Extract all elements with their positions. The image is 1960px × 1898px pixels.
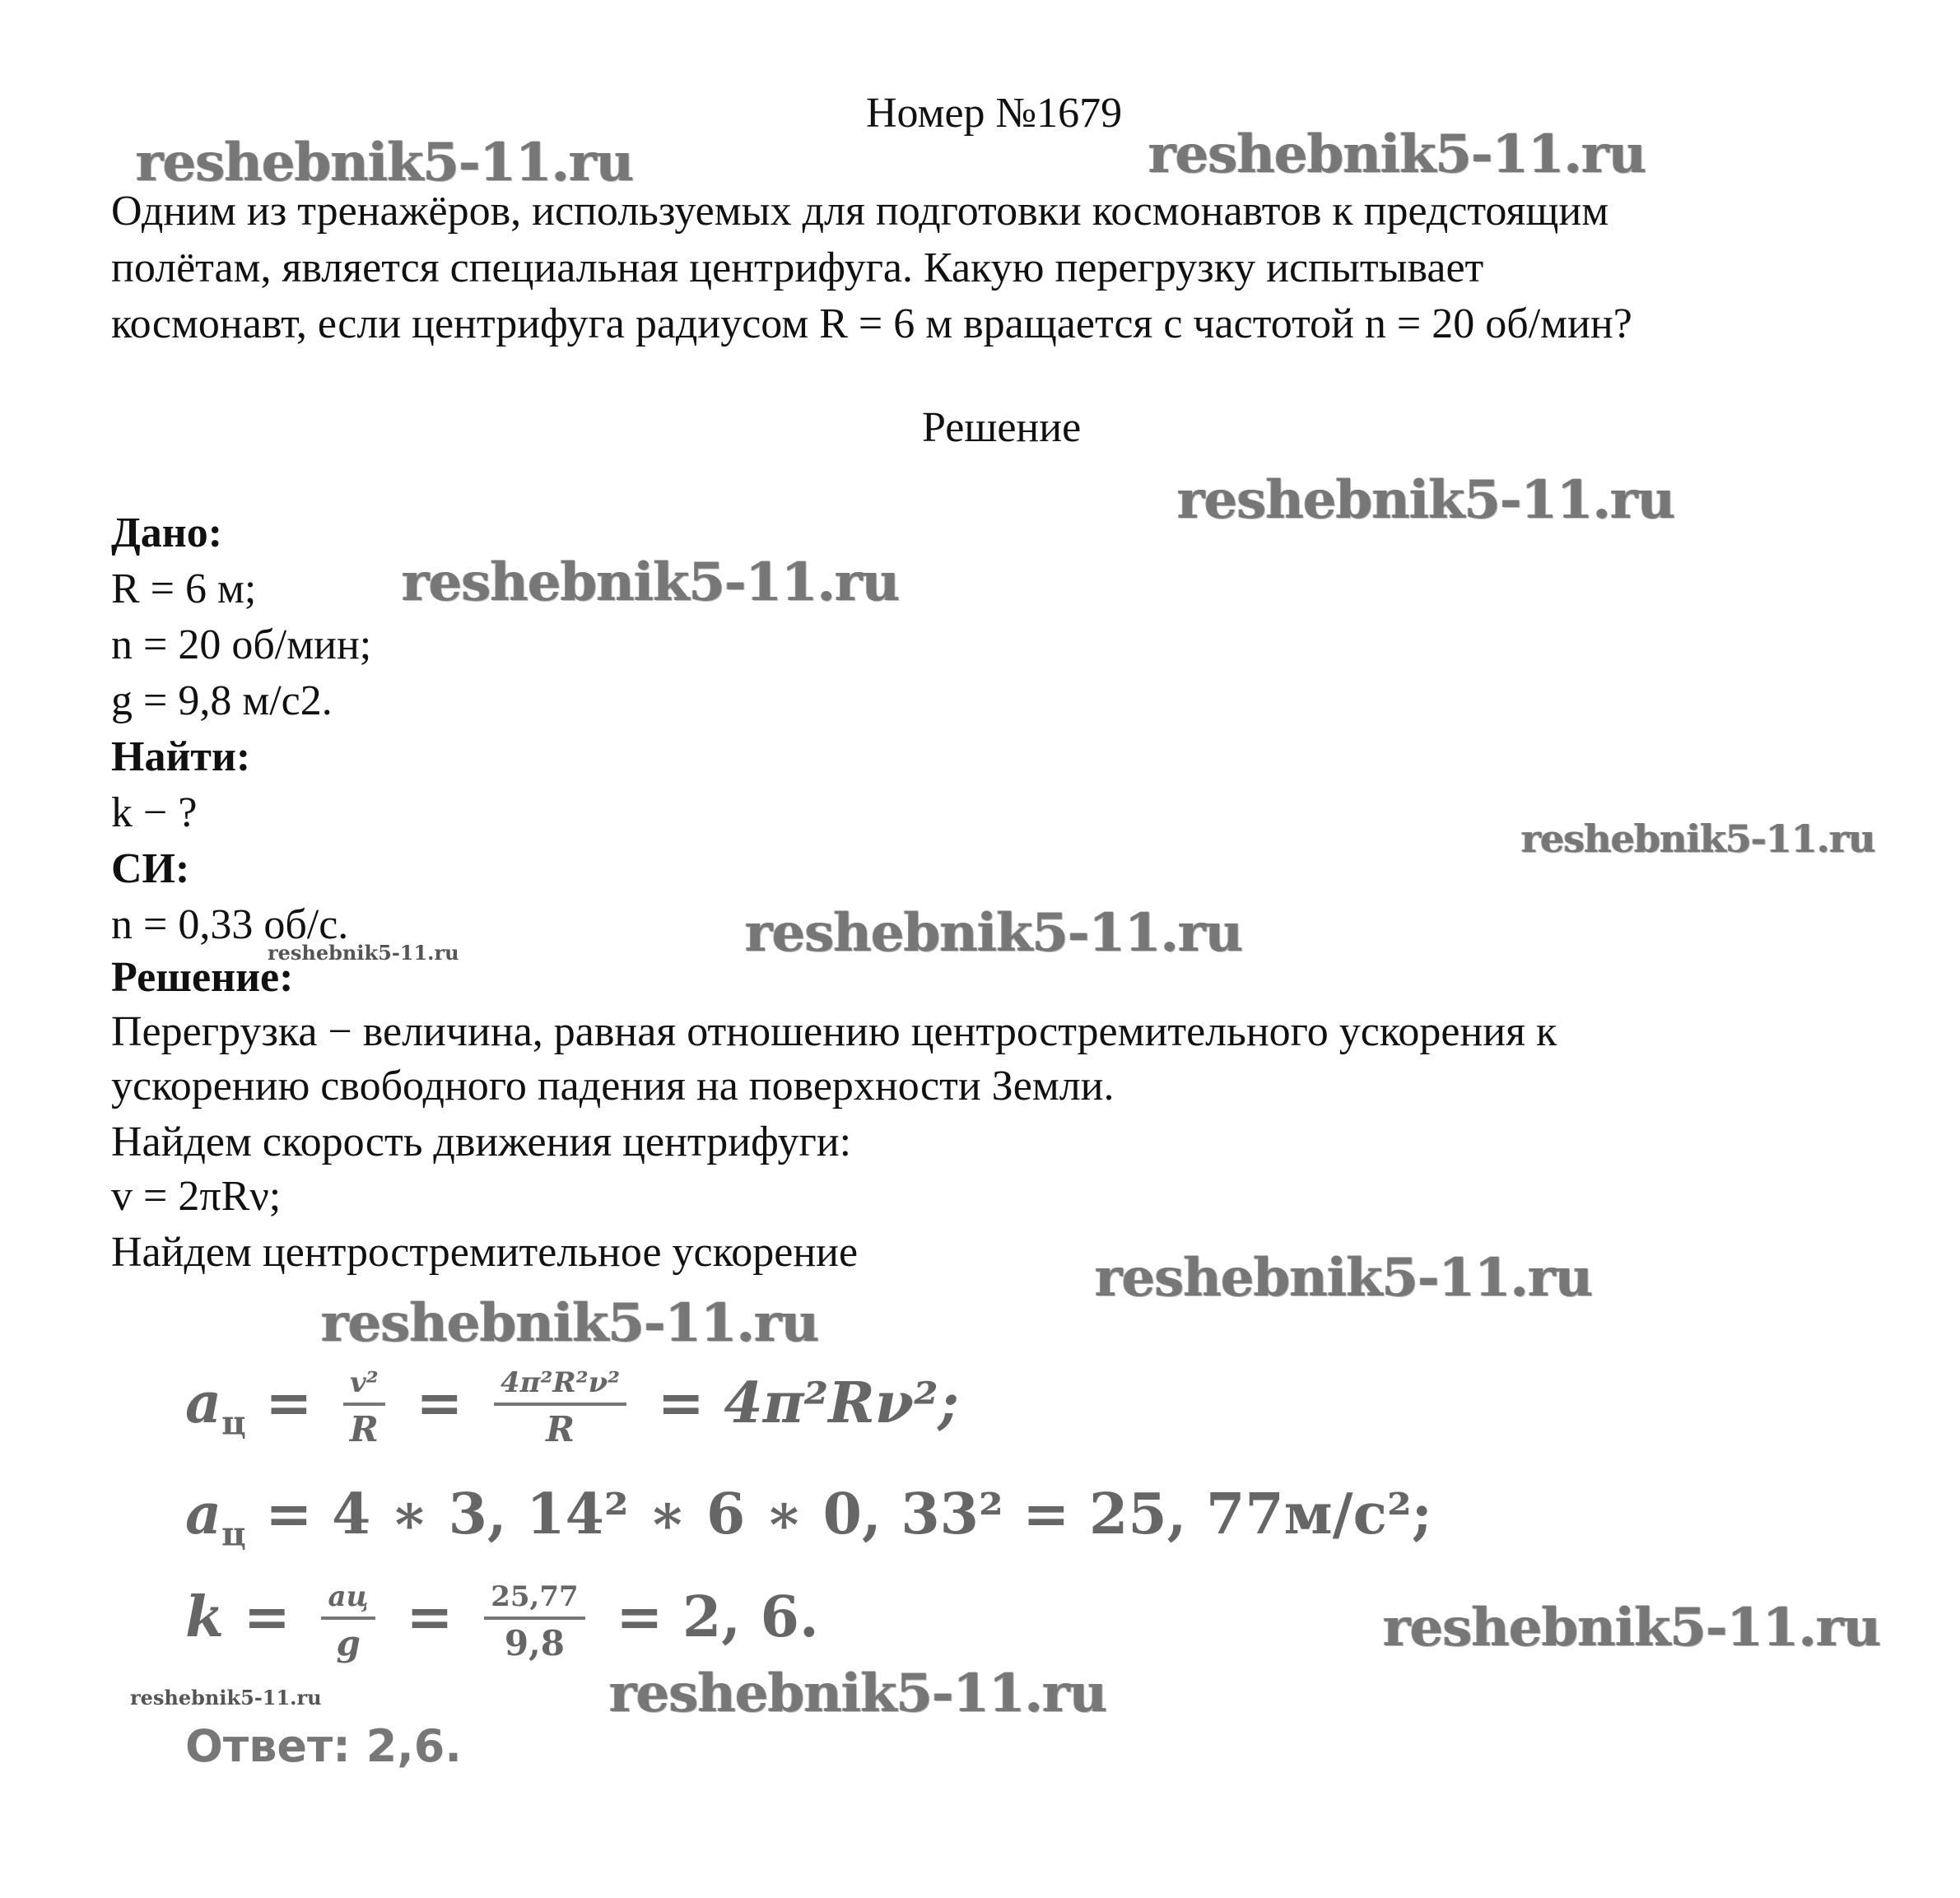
fraction-numerator: v² [343,1366,385,1406]
formula-equals: = [243,1584,291,1650]
formula-symbol: k [185,1584,225,1650]
watermark: reshebnik5-11.ru [402,551,900,613]
fraction-numerator: aц [321,1580,375,1620]
formula-rhs: = 4 ∗ 3, 14² ∗ 6 ∗ 0, 33² = 25, 77м/с²; [265,1482,1432,1547]
formula-fraction [343,1366,385,1449]
fraction-denominator: 9,8 [504,1623,565,1663]
given-item: g = 9,8 м/с2. [111,677,333,724]
solution-line: v = 2πRν; [111,1173,282,1220]
given-item: n = 20 об/мин; [111,621,372,668]
solution-line: Перегрузка − величина, равная отношению центростремительного ускорения к [111,1008,1557,1055]
si-label: СИ: [111,845,190,892]
answer: Ответ: 2,6. [185,1720,462,1772]
watermark: reshebnik5-11.ru [130,1686,322,1710]
page-title: Номер №1679 [866,90,1123,137]
watermark: reshebnik5-11.ru [1177,469,1675,531]
solution-line: Найдем центростремительное ускорение [111,1229,859,1276]
watermark: reshebnik5-11.ru [321,1292,819,1354]
formula-symbol: a [185,1370,222,1436]
fraction-denominator: R [349,1409,379,1449]
formula-fraction [494,1366,626,1449]
formula-rhs: = 2, 6. [616,1584,819,1650]
fraction-numerator: 4π²R²ν² [494,1366,626,1406]
watermark: reshebnik5-11.ru [609,1663,1107,1724]
find-label: Найти: [111,733,251,780]
si-item: n = 0,33 об/с. [111,901,349,948]
solution-line: Найдем скорость движения центрифуги: [111,1119,852,1165]
watermark: reshebnik5-11.ru [1095,1247,1593,1309]
watermark: reshebnik5-11.ru [1521,816,1875,861]
fraction-denominator: R [546,1409,575,1449]
problem-line-1: Одним из тренажёров, используемых для подготовки космонавтов к предстоящим [111,188,1609,235]
watermark: reshebnik5-11.ru [268,941,459,965]
given-item: R = 6 м; [111,565,257,612]
formula-subscript: ц [221,1514,246,1554]
formula-equals: = [406,1584,454,1650]
formula-subscript: ц [221,1403,246,1443]
solution-label: Решение: [111,954,294,1001]
fraction-denominator: g [336,1623,361,1663]
formula-equals: = [416,1370,463,1436]
watermark: reshebnik5-11.ru [1148,123,1646,185]
formula-fraction [321,1580,375,1663]
watermark: reshebnik5-11.ru [745,902,1243,964]
given-label: Дано: [111,509,223,556]
solution-heading: Решение [922,404,1082,451]
solution-line: ускорению свободного падения на поверхности Земли. [111,1063,1115,1109]
problem-line-2: полётам, является специальная центрифуга. Какую перегрузку испытывает [111,244,1484,291]
fraction-numerator: 25,77 [484,1580,584,1620]
problem-line-3: космонавт, если центрифуга радиусом R = 6 м вращается с частотой n = 20 об/мин? [111,300,1632,347]
formula-overload [185,1580,819,1663]
watermark: reshebnik5-11.ru [136,132,634,193]
formula-symbol: a [185,1482,222,1547]
find-item: k − ? [111,789,198,836]
watermark: reshebnik5-11.ru [1383,1597,1881,1658]
formula-equals: = [265,1370,313,1436]
formula-centripetal-acceleration [185,1366,959,1449]
formula-rhs: = 4π²Rν²; [657,1370,959,1436]
formula-calculation [185,1482,1432,1554]
formula-fraction [484,1580,584,1663]
